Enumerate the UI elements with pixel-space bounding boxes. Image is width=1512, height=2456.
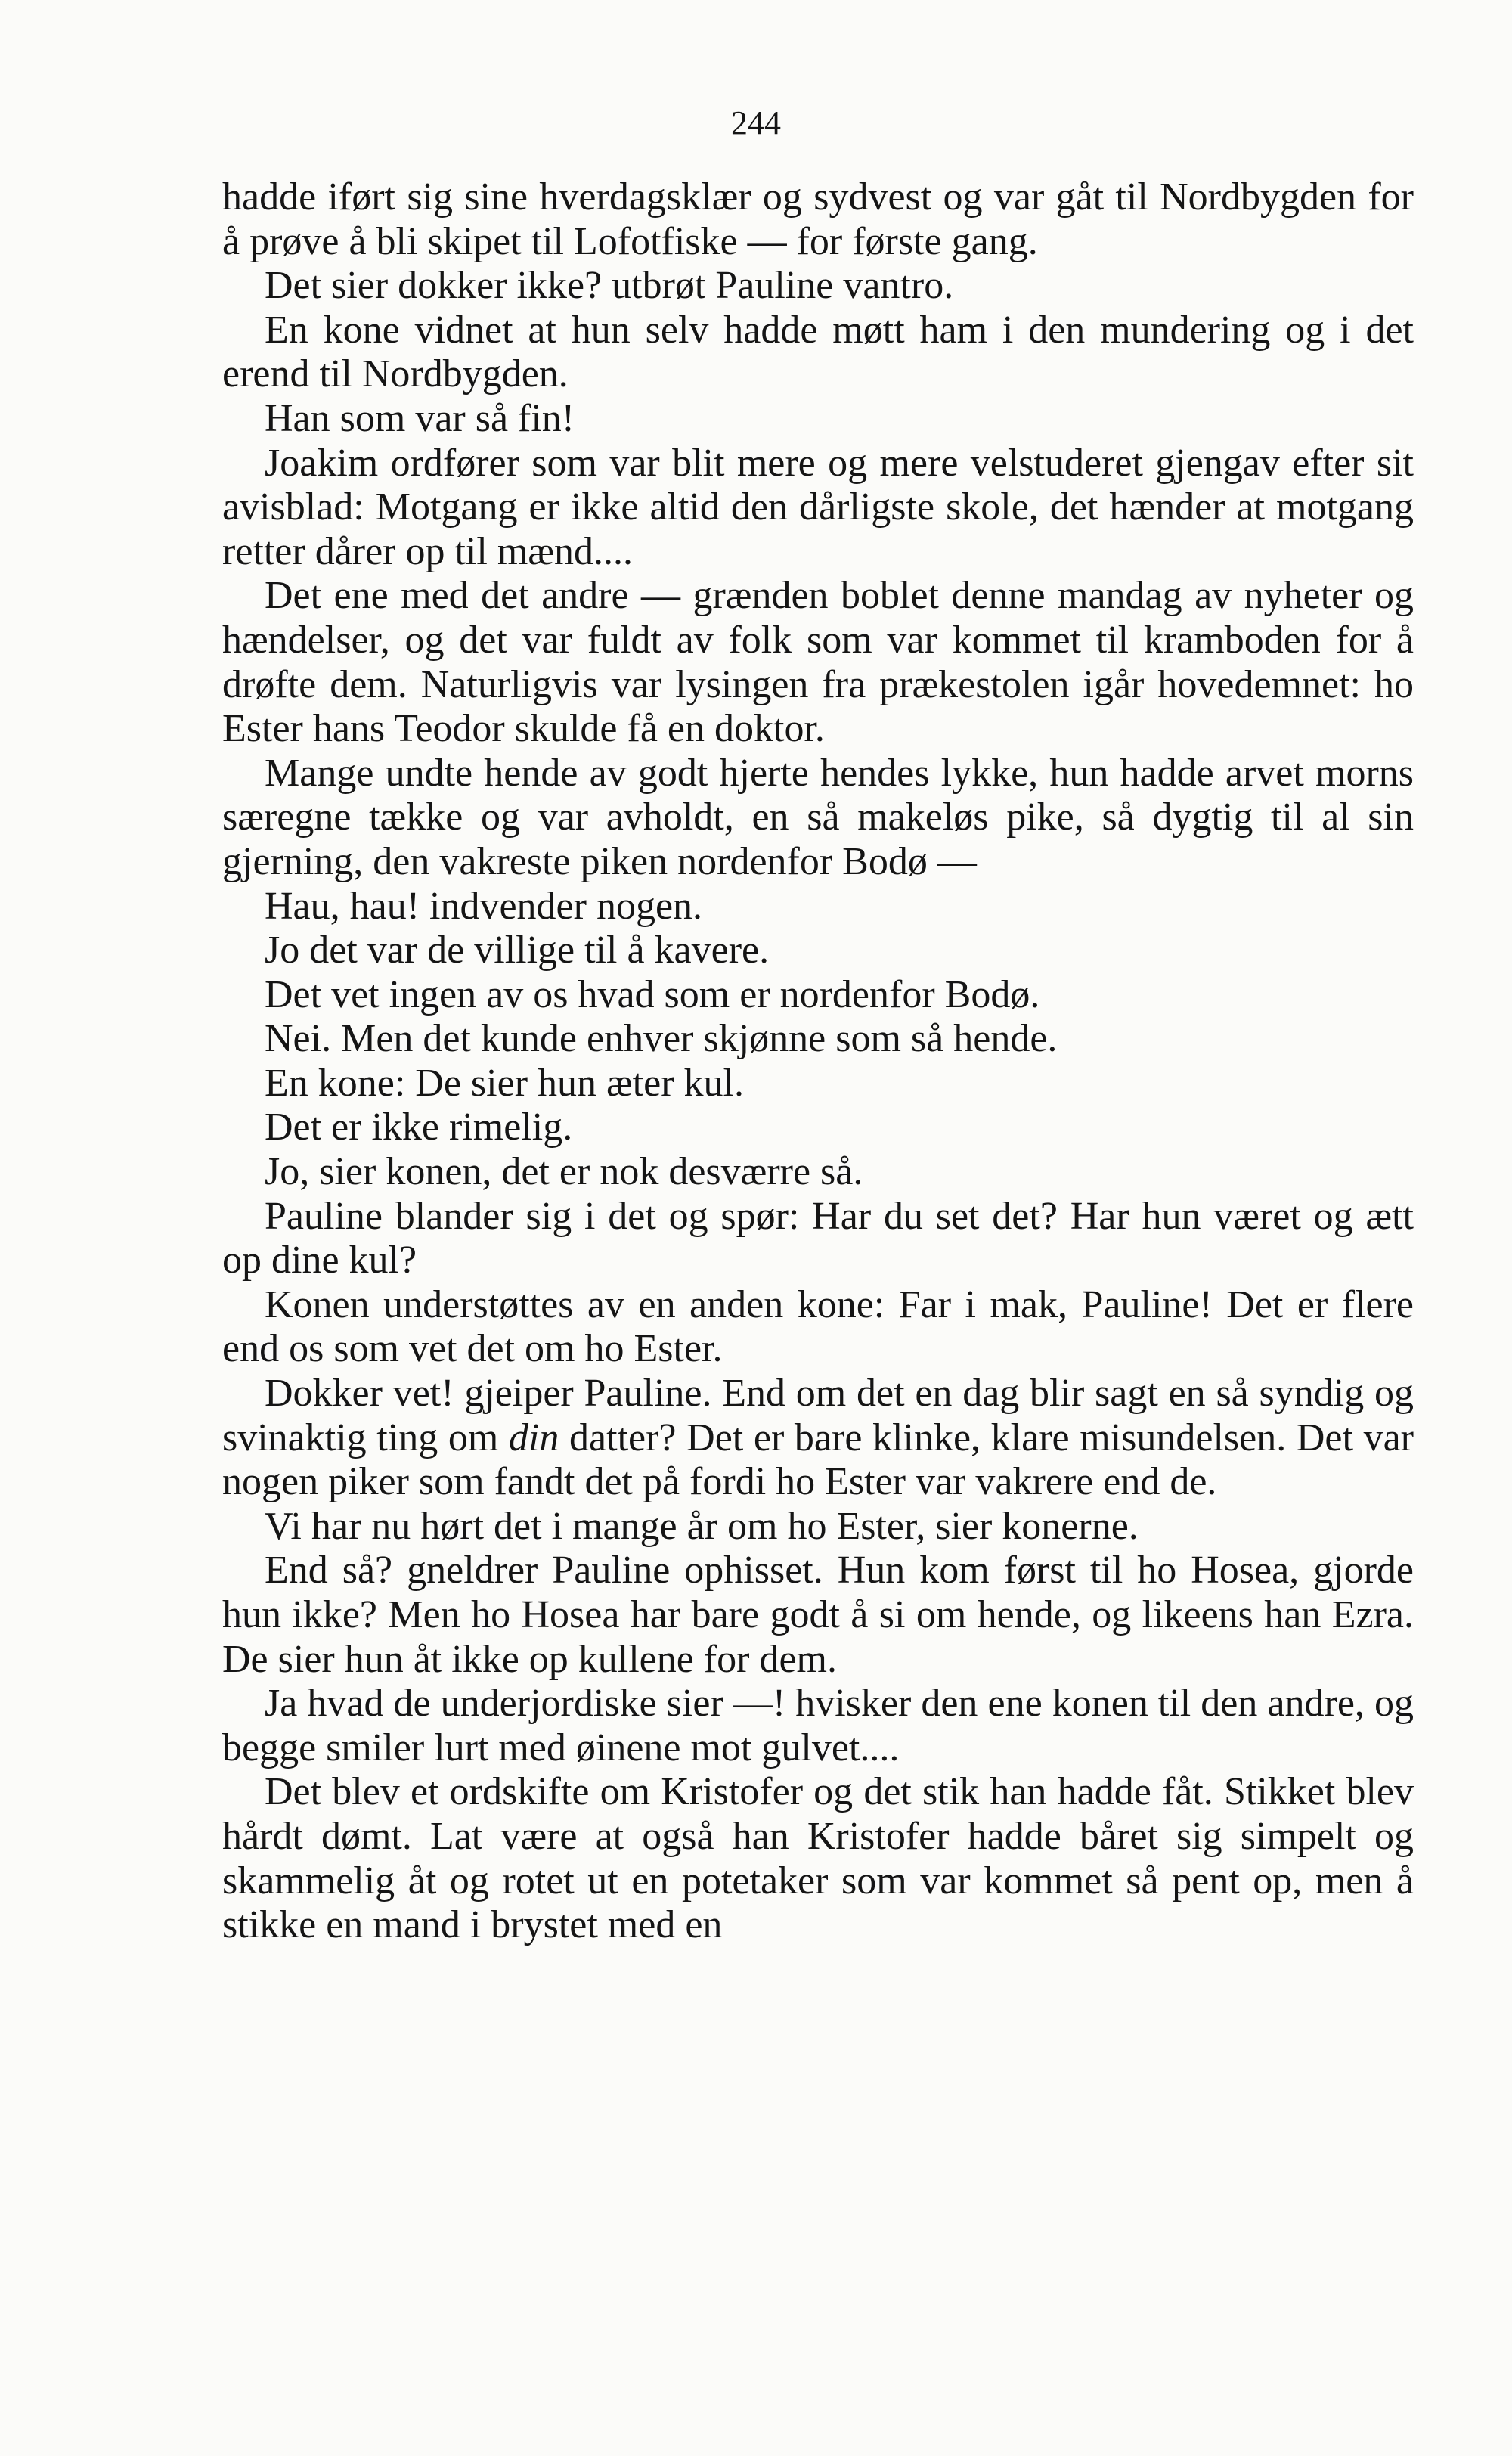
paragraph: Konen understøttes av en anden kone: Far i mak, Pauline! Det er flere end os som vet det om ho Ester.	[222, 1282, 1414, 1371]
paragraph: Det sier dokker ikke? utbrøt Pauline vantro.	[265, 264, 954, 308]
paragraph: Jo det var de villige til å kavere.	[265, 929, 770, 972]
page-number: 244	[731, 104, 781, 141]
paragraph: hadde iført sig sine hverdagsklær og sydvest og var gåt til Nordbygden for å prøve å bli skipet til Lofotfiske — for første gang.	[222, 175, 1414, 263]
paragraph: Vi har nu hørt det i mange år om ho Ester, sier konerne.	[265, 1504, 1139, 1548]
paragraph: Jo, sier konen, det er nok desværre så.	[265, 1150, 863, 1194]
paragraph: Pauline blander sig i det og spør: Har du set det? Har hun været og ætt op dine kul?	[222, 1194, 1414, 1282]
paragraph: Det er ikke rimelig.	[265, 1106, 573, 1149]
paragraph: Mange undte hende av godt hjerte hendes lykke, hun hadde arvet morns særegne tække og var avholdt, en så makeløs pike, så dygtig til al sin gjerning, den vakreste piken nordenfor Bodø —	[222, 751, 1414, 883]
paragraph-text: datter? Det er bare klinke, klare misundelsen. Det var nogen piker som fandt det på fordi ho Ester var vakrere end de.	[222, 1416, 1414, 1504]
paragraph: Joakim ordfører som var blit mere og mere velstuderet gjengav efter sit avisblad: Motgang er ikke altid den dårligste skole, det hænder at motgang retter dårer op til mænd....	[222, 441, 1414, 573]
paragraph	[222, 1372, 1414, 1505]
paragraph: Han som var så fin!	[265, 396, 575, 440]
paragraph: Det vet ingen av os hvad som er nordenfor Bodø.	[265, 972, 1040, 1016]
paragraph: En kone: De sier hun æter kul.	[265, 1061, 744, 1105]
body-text	[222, 175, 1414, 1948]
paragraph: End så? gneldrer Pauline ophisset. Hun kom først til ho Hosea, gjorde hun ikke? Men ho Hosea har bare godt å si om hende, og likeens han Ezra. De sier hun åt ikke op kullene for dem.	[222, 1549, 1414, 1681]
paragraph: Det blev et ordskifte om Kristofer og det stik han hadde fåt. Stikket blev hårdt dømt. Lat være at også han Kristofer hadde båret sig simpelt og skammelig åt og rotet ut en potetaker som var kommet så pent op, men å stikke en mand i brystet med en	[222, 1770, 1414, 1947]
paragraph: Det ene med det andre — grænden boblet denne mandag av nyheter og hændelser, og det var fuldt av folk som var kommet til kramboden for å drøfte dem. Naturligvis var lysingen fra prækestolen igår hovedemnet: ho Ester hans Teodor skulde få en doktor.	[222, 574, 1414, 751]
paragraph: En kone vidnet at hun selv hadde møtt ham i den mundering og i det erend til Nordbygden.	[222, 308, 1414, 396]
emphasized-word: din	[508, 1416, 559, 1459]
paragraph: Hau, hau! indvender nogen.	[265, 884, 703, 928]
paragraph: Ja hvad de underjordiske sier —! hvisker den ene konen til den andre, og begge smiler lurt med øinene mot gulvet....	[222, 1682, 1414, 1769]
paragraph: Nei. Men det kunde enhver skjønne som så hende.	[265, 1017, 1058, 1061]
paragraph-text: Dokker vet! gjeiper Pauline. End om det en dag blir sagt en så syndig og svinaktig ting om	[222, 1372, 1414, 1459]
